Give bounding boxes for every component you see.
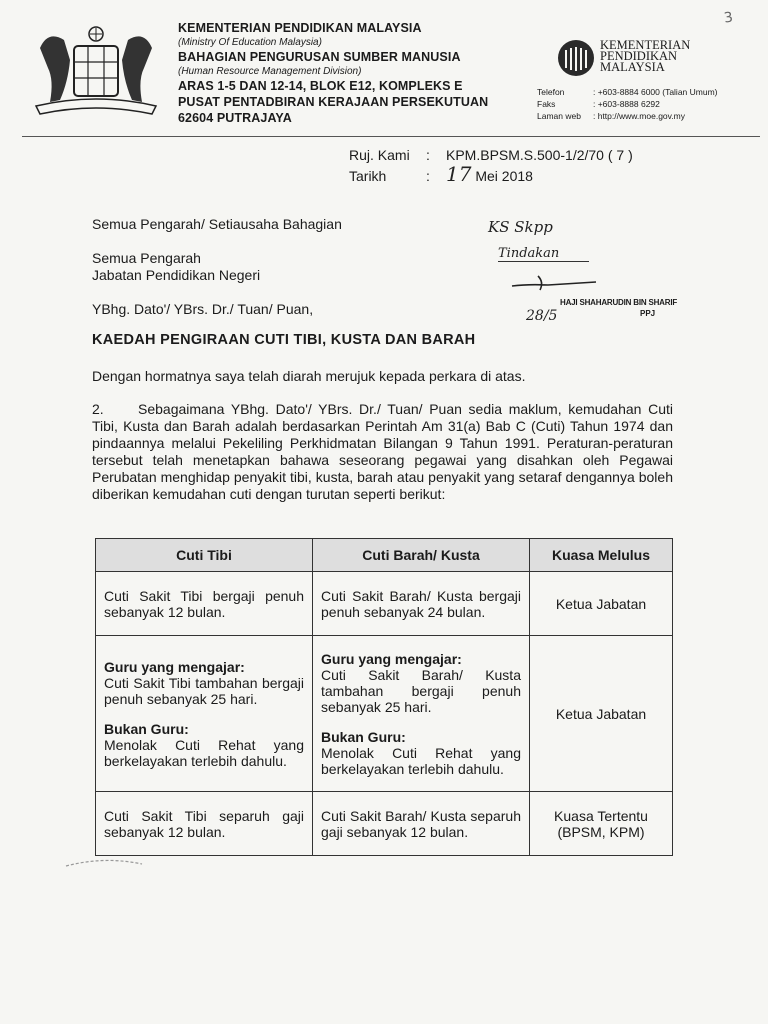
division-name: BAHAGIAN PENGURUSAN SUMBER MANUSIA xyxy=(178,50,461,64)
table-row xyxy=(96,572,673,636)
contact-block: Telefon : +603-8884 6000 (Talian Umum) Faks : +603-8888 6292 Laman web : http://www.moe.gov.my xyxy=(537,87,718,121)
header-divider xyxy=(22,136,760,137)
header-cuti-barah: Cuti Barah/ Kusta xyxy=(313,539,530,572)
recipient-line-1: Semua Pengarah/ Setiausaha Bahagian xyxy=(92,216,342,232)
header-kuasa-melulus: Kuasa Melulus xyxy=(530,539,673,572)
handwritten-day: 17 xyxy=(446,162,472,186)
cell-barah: Cuti Sakit Barah/ Kusta separuh gaji sebanyak 12 bulan. xyxy=(313,792,530,856)
cell-kuasa: Ketua Jabatan xyxy=(530,636,673,792)
address-line-3: 62604 PUTRAJAYA xyxy=(178,111,292,125)
recipient-line-2: Semua Pengarah xyxy=(92,250,201,266)
reference-block: Ruj. Kami : KPM.BPSM.S.500-1/2/70 ( 7 ) Tarikh : 17 Mei 2018 xyxy=(349,147,633,186)
handwritten-date: 28/5 xyxy=(526,308,558,324)
cell-tibi: Cuti Sakit Tibi bergaji penuh sebanyak 12 bulan. xyxy=(96,572,313,636)
division-name-en: (Human Resource Management Division) xyxy=(178,66,362,77)
letter-subject: KAEDAH PENGIRAAN CUTI TIBI, KUSTA DAN BARAH xyxy=(92,332,476,348)
letterhead-block xyxy=(178,20,488,126)
cell-barah: Guru yang mengajar: Cuti Sakit Barah/ Kusta tambahan bergaji penuh sebanyak 25 hari. Bukan Guru: Menolak Cuti Rehat yang berkelayakan terlebih dahulu. xyxy=(313,636,530,792)
cell-kuasa: Kuasa Tertentu (BPSM, KPM) xyxy=(530,792,673,856)
handwritten-note-1: KS Skpp xyxy=(488,218,553,236)
cell-barah: Cuti Sakit Barah/ Kusta bergaji penuh sebanyak 24 bulan. xyxy=(313,572,530,636)
address-line-2: PUSAT PENTADBIRAN KERAJAAN PERSEKUTUAN xyxy=(178,95,489,109)
cell-tibi: Cuti Sakit Tibi separuh gaji sebanyak 12 bulan. xyxy=(96,792,313,856)
ministry-name-en: (Ministry Of Education Malaysia) xyxy=(178,37,322,48)
handwritten-note-2: Tindakan xyxy=(498,246,589,262)
cell-tibi: Guru yang mengajar: Cuti Sakit Tibi tambahan bergaji penuh sebanyak 25 hari. Bukan Guru: Menolak Cuti Rehat yang berkelayakan terlebih dahulu. xyxy=(96,636,313,792)
coat-of-arms-icon xyxy=(30,20,162,116)
handwritten-signature-icon xyxy=(508,270,598,294)
address-line-1: ARAS 1-5 DAN 12-14, BLOK E12, KOMPLEKS E xyxy=(178,79,463,93)
recipient-line-3: Jabatan Pendidikan Negeri xyxy=(92,267,261,283)
moe-logo-text: KEMENTERIAN PENDIDIKAN MALAYSIA xyxy=(600,38,691,74)
salutation: YBhg. Dato'/ YBrs. Dr./ Tuan/ Puan, xyxy=(92,301,314,317)
moe-logo-icon xyxy=(556,38,596,78)
header-cuti-tibi: Cuti Tibi xyxy=(96,539,313,572)
ministry-name: KEMENTERIAN PENDIDIKAN MALAYSIA xyxy=(178,21,422,35)
officer-stamp-role: PPJ xyxy=(640,309,656,318)
table-header-row xyxy=(96,539,673,572)
officer-stamp-name: HAJI SHAHARUDIN BIN SHARIF xyxy=(560,298,678,307)
stamp-edge-icon xyxy=(64,856,144,870)
table-row xyxy=(96,792,673,856)
cell-kuasa: Ketua Jabatan xyxy=(530,572,673,636)
paragraph-1: Dengan hormatnya saya telah diarah merujuk kepada perkara di atas. xyxy=(92,368,526,384)
page-number-mark: 3 xyxy=(722,9,734,27)
table-row xyxy=(96,636,673,792)
paragraph-2: 2. Sebagaimana YBhg. Dato'/ YBrs. Dr./ Tuan/ Puan sedia maklum, kemudahan Cuti Tibi, Kusta dan Barah adalah berdasarkan Perintah Am 31(a) Bab C (Cuti) Tahun 1974 dan pindaannya melalui Pekeliling Perkhidmatan Bilangan 9 Tahun 1991. Peraturan-peraturan tersebut telah menetapkan bahawa seseorang pegawai yang disahkan oleh Pegawai Perubatan menghidap penyakit tibi, kusta, barah atau penyakit yang setaraf dengannya boleh diberikan kemudahan cuti dengan turutan seperti berikut: xyxy=(92,401,673,502)
leave-table xyxy=(95,538,673,856)
